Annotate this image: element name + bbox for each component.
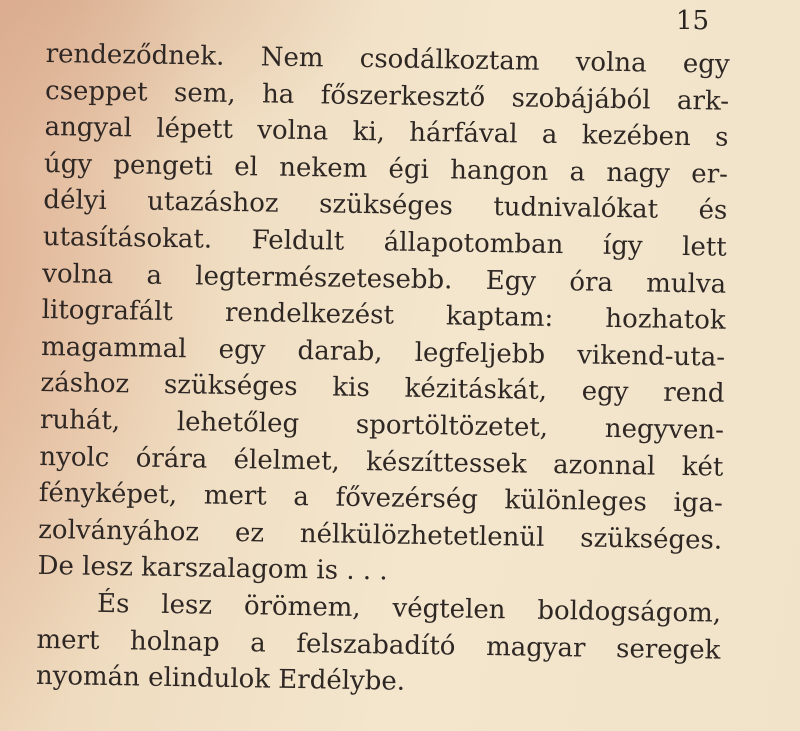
text-line: záshoz szükséges kis kézitáskát, egy rend — [40, 368, 725, 410]
text-line: nyolc órára élelmet, készíttessek azonnal két — [39, 441, 724, 483]
text-line: magammal egy darab, legfeljebb vikend-uta- — [40, 331, 726, 373]
paragraph-end-line: nyomán elindulok Erdélybe. — [35, 661, 406, 697]
text-line: angyal lépett volna ki, hárfával a kezében s — [44, 112, 729, 153]
text-line: délyi utazáshoz szükséges tudnivalókat és — [43, 185, 728, 227]
text-line: ruhát, lehetőleg sportöltözetet, negyven- — [39, 404, 725, 446]
text-line: mert holnap a felszabadító magyar seregek — [36, 624, 721, 666]
page-number: 15 — [676, 6, 710, 36]
text-line: zolványához ez nélkülözhetetlenül szükséges. — [38, 514, 723, 556]
text-line: rendeződnek. Nem csodálkoztam volna egy — [45, 38, 730, 80]
text-line: litografált rendelkezést kaptam: hozhatok — [41, 295, 726, 336]
text-line: cseppet sem, ha főszerkesztő szobájából ark- — [44, 75, 730, 117]
paragraph-end-line: De lesz karszalagom is . . . — [37, 551, 388, 587]
text-line: fényképet, mert a fővezérség különleges iga- — [38, 478, 723, 519]
body-text — [36, 36, 730, 705]
text-line: volna a legtermészetesebb. Egy óra mulva — [42, 258, 727, 300]
text-line: utasításokat. Feldult állapotomban így lett — [42, 221, 727, 263]
paragraph-start-line: És lesz örömem, végtelen boldogságom, — [96, 588, 722, 629]
text-line: úgy pengeti el nekem égi hangon a nagy er- — [43, 148, 729, 190]
